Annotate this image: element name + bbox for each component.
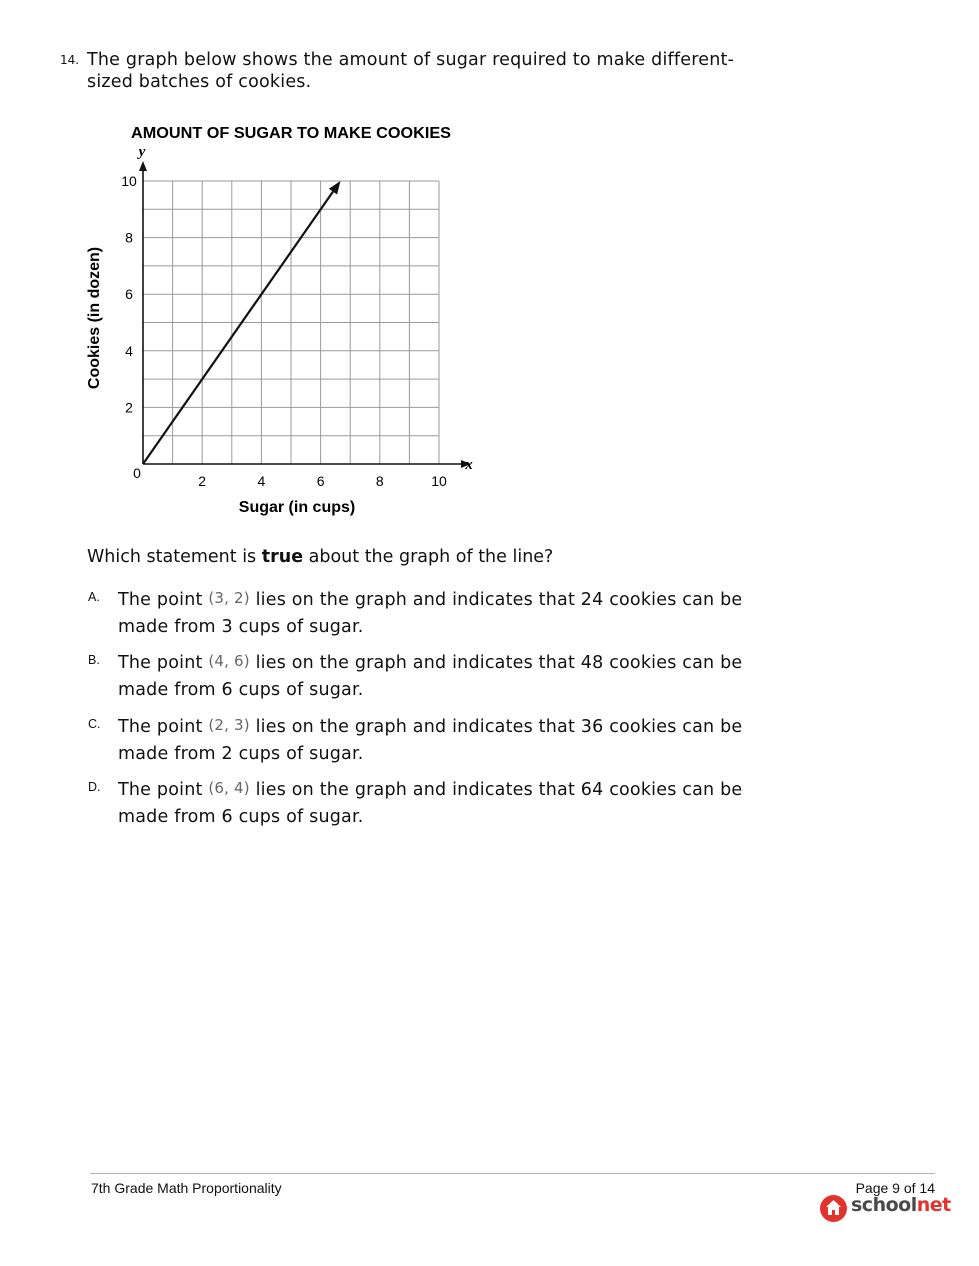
option-letter: A. <box>88 590 100 604</box>
option-after: lies on the graph and indicates that 24 cookies can be made from 3 cups of sugar. <box>118 590 743 637</box>
house-icon <box>820 1195 847 1222</box>
origin-label: 0 <box>133 465 141 481</box>
option-letter: C. <box>88 717 101 731</box>
stem-before: Which statement is <box>87 547 262 567</box>
option-text <box>118 587 778 641</box>
option-point: (2, 3) <box>208 716 250 734</box>
tick-labels <box>121 173 447 489</box>
logo-part-net: net <box>916 1194 951 1216</box>
question-text: The graph below shows the amount of sugar required to make different-sized batches of cookies. <box>87 50 735 92</box>
y-tick-label: 10 <box>121 173 137 189</box>
y-axis-letter: y <box>138 144 146 160</box>
stem-after: about the graph of the line? <box>303 547 554 567</box>
y-tick-label: 8 <box>125 229 133 246</box>
schoolnet-logo <box>820 1194 951 1224</box>
x-tick-label: 4 <box>257 473 266 489</box>
option-after: lies on the graph and indicates that 48 cookies can be made from 6 cups of sugar. <box>118 653 743 700</box>
option-letter: B. <box>88 653 100 667</box>
option-after: lies on the graph and indicates that 64 cookies can be made from 6 cups of sugar. <box>118 780 743 827</box>
series-arrowhead <box>329 181 341 195</box>
x-tick-label: 10 <box>431 473 447 489</box>
option-after: lies on the graph and indicates that 36 cookies can be made from 2 cups of sugar. <box>118 717 743 764</box>
option-before: The point <box>118 653 209 673</box>
y-axis-label: Cookies (in dozen) <box>86 246 103 390</box>
series-line <box>143 192 333 464</box>
y-tick-label: 4 <box>125 342 133 359</box>
grid <box>143 181 439 464</box>
footer-divider <box>90 1173 935 1174</box>
question-stem <box>87 547 553 567</box>
option-point: (3, 2) <box>208 589 250 607</box>
x-axis-letter: x <box>465 457 473 473</box>
stem-bold: true <box>261 547 304 567</box>
logo-wordmark <box>851 1194 951 1216</box>
x-tick-label: 6 <box>316 473 325 489</box>
axes <box>139 161 471 468</box>
x-tick-label: 8 <box>375 473 384 489</box>
sugar-cookies-chart <box>80 118 490 528</box>
footer-page-number: Page 9 of 14 <box>855 1180 935 1196</box>
x-tick-label: 2 <box>198 473 207 489</box>
logo-part-school: school <box>851 1194 917 1216</box>
option-text <box>118 714 778 768</box>
question-number: 14. <box>60 53 80 67</box>
option-before: The point <box>118 717 209 737</box>
option-point: (4, 6) <box>208 652 250 670</box>
y-axis-arrow <box>139 161 147 171</box>
option-before: The point <box>118 780 209 800</box>
chart-title: AMOUNT OF SUGAR TO MAKE COOKIES <box>131 125 452 142</box>
option-letter: D. <box>88 780 101 794</box>
option-point: (6, 4) <box>208 779 250 797</box>
option-text <box>118 777 778 831</box>
y-tick-label: 2 <box>125 399 133 416</box>
option-text <box>118 650 778 704</box>
footer-course-title: 7th Grade Math Proportionality <box>91 1180 282 1196</box>
option-before: The point <box>118 590 209 610</box>
y-tick-label: 6 <box>125 286 133 303</box>
x-axis-label: Sugar (in cups) <box>238 499 356 516</box>
